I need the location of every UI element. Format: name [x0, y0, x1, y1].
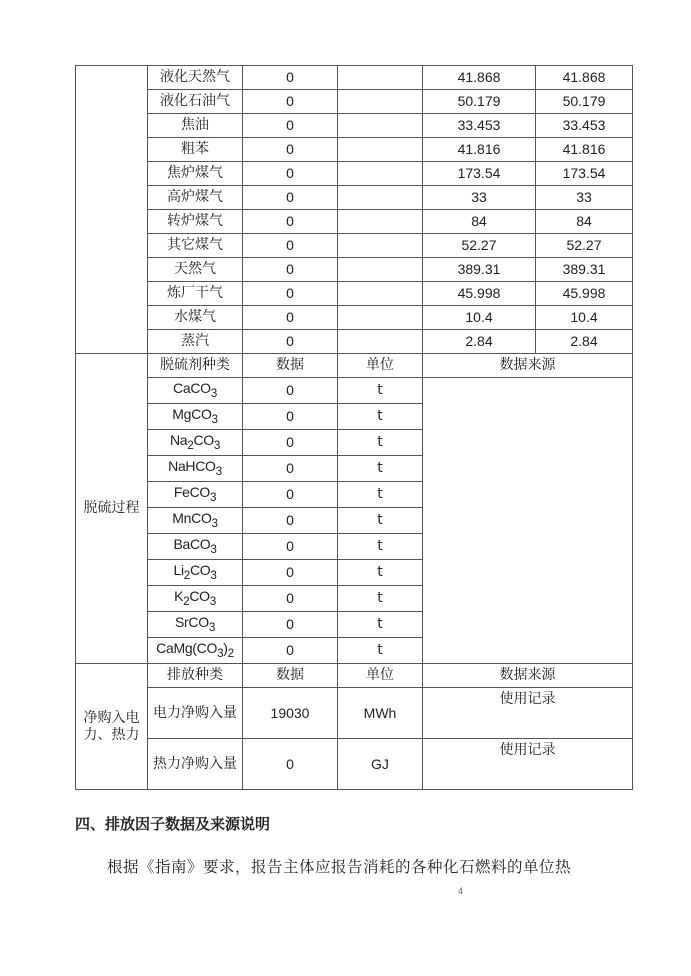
desulfurization-category: 脱硫过程	[76, 354, 148, 664]
fuel-data: 0	[243, 306, 338, 330]
fuel-name: 其它煤气	[148, 234, 243, 258]
fuel-value-a: 52.27	[423, 234, 536, 258]
sorbent-formula: FeCO$_3$	[148, 482, 243, 508]
purchased-category	[76, 664, 148, 790]
fuel-value-b: 2.84	[536, 330, 633, 354]
fuel-data: 0	[243, 186, 338, 210]
purchase-type: 热力净购入量	[148, 739, 243, 790]
fuel-value-b: 173.54	[536, 162, 633, 186]
fuel-value-a: 10.4	[423, 306, 536, 330]
fuel-data: 0	[243, 162, 338, 186]
sorbent-formula: SrCO$_3$	[148, 612, 243, 638]
fuel-value-a: 33	[423, 186, 536, 210]
sorbent-unit: t	[338, 508, 423, 534]
fuel-value-b: 45.998	[536, 282, 633, 306]
fuel-name: 液化石油气	[148, 90, 243, 114]
fuel-value-a: 41.816	[423, 138, 536, 162]
purchased-row	[76, 739, 633, 790]
fuel-value-b: 33.453	[536, 114, 633, 138]
fuel-name: 天然气	[148, 258, 243, 282]
purchased-category-text: 净购入电力、热力	[83, 709, 140, 743]
sorbent-data: 0	[243, 378, 338, 404]
fuel-value-a: 2.84	[423, 330, 536, 354]
sorbent-formula: BaCO$_3$	[148, 534, 243, 560]
purchase-data: 0	[243, 739, 338, 790]
page-number: 4	[458, 886, 464, 896]
sorbent-formula: MgCO$_3$	[148, 404, 243, 430]
header-source: 数据来源	[423, 664, 633, 688]
sorbent-data: 0	[243, 404, 338, 430]
fuel-unit	[338, 258, 423, 282]
purchase-unit: GJ	[338, 739, 423, 790]
fuel-name: 高炉煤气	[148, 186, 243, 210]
sorbent-formula: $CaMg(CO_3)_2$	[148, 638, 243, 664]
purchase-source: 使用记录	[423, 739, 633, 790]
fuel-value-b: 389.31	[536, 258, 633, 282]
fuel-row	[76, 234, 633, 258]
fuel-category-cell	[76, 66, 148, 354]
fuel-unit	[338, 186, 423, 210]
fuel-value-b: 10.4	[536, 306, 633, 330]
sorbent-unit: t	[338, 560, 423, 586]
sorbent-unit: t	[338, 456, 423, 482]
fuel-row	[76, 306, 633, 330]
fuel-row	[76, 330, 633, 354]
sorbent-unit: t	[338, 430, 423, 456]
fuel-unit	[338, 210, 423, 234]
fuel-unit	[338, 138, 423, 162]
fuel-data: 0	[243, 234, 338, 258]
fuel-name: 转炉煤气	[148, 210, 243, 234]
sorbent-data: 0	[243, 508, 338, 534]
sorbent-formula: NaHCO$_3$	[148, 456, 243, 482]
sorbent-formula: CaCO$_3$	[148, 378, 243, 404]
fuel-value-b: 50.179	[536, 90, 633, 114]
header-type: 脱硫剂种类	[148, 354, 243, 378]
fuel-value-a: 50.179	[423, 90, 536, 114]
fuel-name: 水煤气	[148, 306, 243, 330]
fuel-row	[76, 162, 633, 186]
sorbent-formula: $Na_2CO_3$	[148, 430, 243, 456]
fuel-data: 0	[243, 66, 338, 90]
fuel-name: 焦油	[148, 114, 243, 138]
purchase-source: 使用记录	[423, 688, 633, 739]
desulfurization-row	[76, 378, 633, 404]
fuel-unit	[338, 306, 423, 330]
purchase-type: 电力净购入量	[148, 688, 243, 739]
fuel-name: 粗苯	[148, 138, 243, 162]
fuel-name: 焦炉煤气	[148, 162, 243, 186]
fuel-row	[76, 258, 633, 282]
fuel-value-b: 33	[536, 186, 633, 210]
fuel-row	[76, 90, 633, 114]
header-unit: 单位	[338, 354, 423, 378]
fuel-name: 蒸汽	[148, 330, 243, 354]
sorbent-data: 0	[243, 586, 338, 612]
body-paragraph: 根据《指南》要求，报告主体应报告消耗的各种化石燃料的单位热	[107, 858, 572, 876]
fuel-data: 0	[243, 90, 338, 114]
fuel-value-a: 84	[423, 210, 536, 234]
fuel-row	[76, 210, 633, 234]
header-data: 数据	[243, 664, 338, 688]
fuel-unit	[338, 282, 423, 306]
section-heading: 四、排放因子数据及来源说明	[75, 815, 271, 833]
fuel-value-b: 41.816	[536, 138, 633, 162]
fuel-data: 0	[243, 210, 338, 234]
fuel-unit	[338, 162, 423, 186]
fuel-data: 0	[243, 114, 338, 138]
sorbent-unit: t	[338, 638, 423, 664]
sorbent-data: 0	[243, 638, 338, 664]
sorbent-unit: t	[338, 378, 423, 404]
fuel-unit	[338, 330, 423, 354]
sorbent-formula: MnCO$_3$	[148, 508, 243, 534]
fuel-value-a: 45.998	[423, 282, 536, 306]
sorbent-unit: t	[338, 482, 423, 508]
sorbent-unit: t	[338, 534, 423, 560]
purchase-unit: MWh	[338, 688, 423, 739]
sorbent-data: 0	[243, 456, 338, 482]
fuel-row	[76, 186, 633, 210]
fuel-value-b: 52.27	[536, 234, 633, 258]
fuel-value-b: 84	[536, 210, 633, 234]
purchase-data: 19030	[243, 688, 338, 739]
fuel-row	[76, 66, 633, 90]
fuel-unit	[338, 90, 423, 114]
fuel-data: 0	[243, 258, 338, 282]
sorbent-unit: t	[338, 612, 423, 638]
fuel-value-a: 41.868	[423, 66, 536, 90]
sorbent-source	[423, 378, 633, 664]
header-data: 数据	[243, 354, 338, 378]
data-table	[75, 65, 633, 790]
purchased-row	[76, 688, 633, 739]
header-unit: 单位	[338, 664, 423, 688]
fuel-name: 液化天然气	[148, 66, 243, 90]
fuel-data: 0	[243, 138, 338, 162]
header-type: 排放种类	[148, 664, 243, 688]
fuel-data: 0	[243, 330, 338, 354]
fuel-data: 0	[243, 282, 338, 306]
fuel-row	[76, 282, 633, 306]
fuel-value-a: 33.453	[423, 114, 536, 138]
sorbent-unit: t	[338, 404, 423, 430]
sorbent-formula: $K_2CO_3$	[148, 586, 243, 612]
sorbent-formula: $Li_2CO_3$	[148, 560, 243, 586]
fuel-row	[76, 114, 633, 138]
desulfurization-header-row	[76, 354, 633, 378]
header-source: 数据来源	[423, 354, 633, 378]
fuel-unit	[338, 66, 423, 90]
fuel-name: 炼厂干气	[148, 282, 243, 306]
fuel-value-b: 41.868	[536, 66, 633, 90]
sorbent-data: 0	[243, 560, 338, 586]
fuel-value-a: 173.54	[423, 162, 536, 186]
fuel-unit	[338, 114, 423, 138]
sorbent-data: 0	[243, 612, 338, 638]
purchased-header-row	[76, 664, 633, 688]
fuel-unit	[338, 234, 423, 258]
sorbent-unit: t	[338, 586, 423, 612]
sorbent-data: 0	[243, 430, 338, 456]
fuel-value-a: 389.31	[423, 258, 536, 282]
sorbent-data: 0	[243, 534, 338, 560]
fuel-row	[76, 138, 633, 162]
sorbent-data: 0	[243, 482, 338, 508]
